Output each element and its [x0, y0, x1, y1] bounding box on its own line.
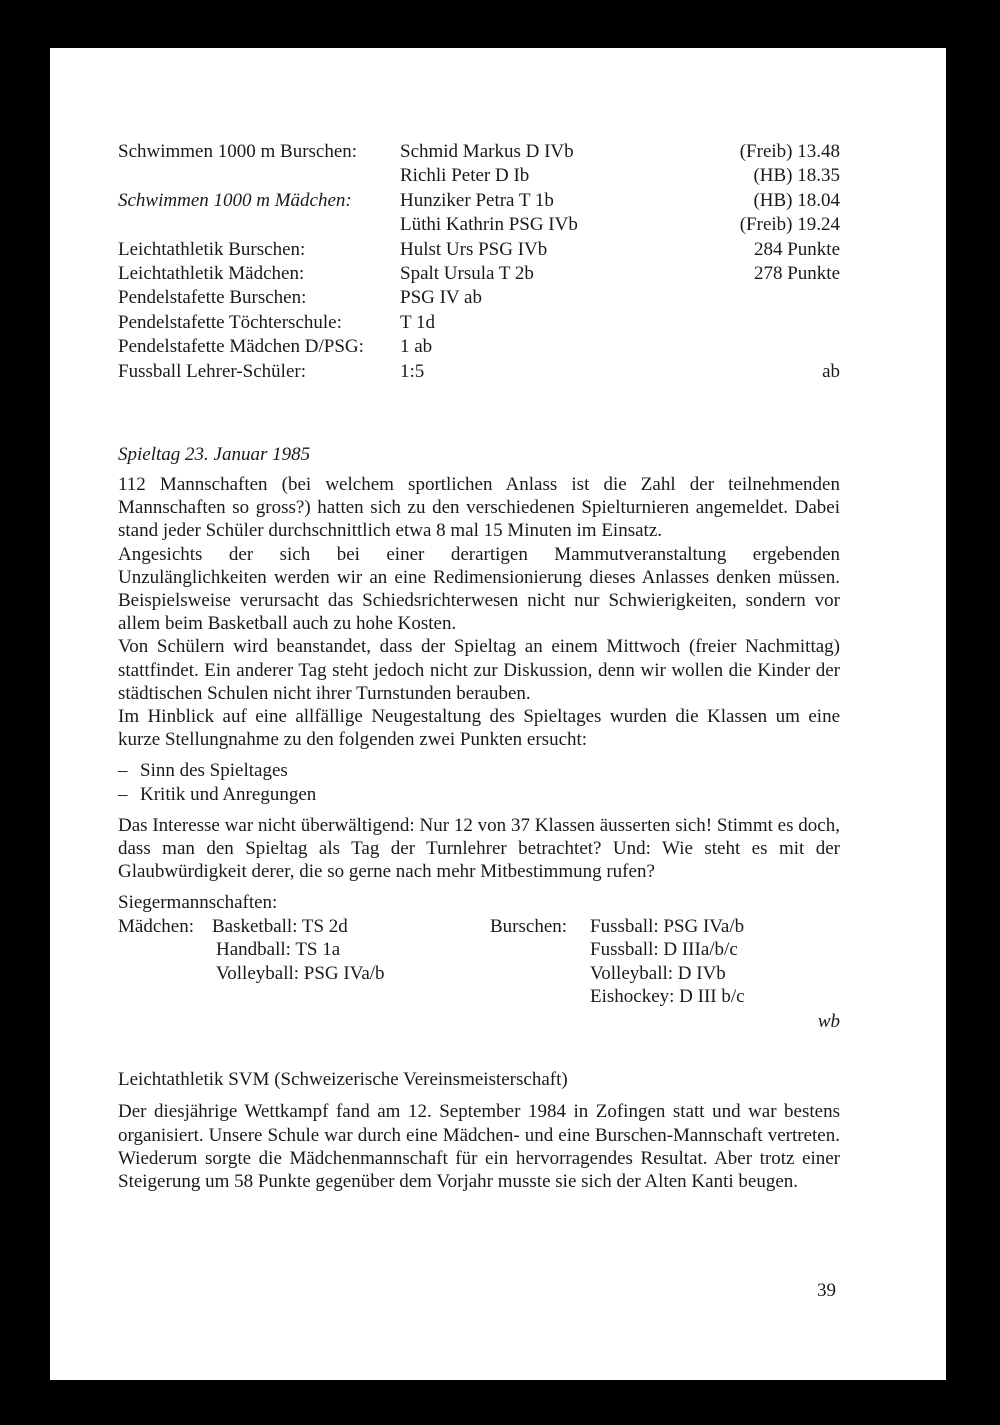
burschen-winner: Fussball: D IIIa/b/c [590, 939, 738, 961]
spieltag-paragraph-5: Das Interesse war nicht überwältigend: Nur 12 von 37 Klassen äusserten sich! Stimmt es doch, dass man den Spieltag als Tag der Turnlehrer betrachtet? Und: Wie steht es mit der Glaubwürdigkeit derer, die so gerne nach mehr Mitbestimmung rufen? [118, 814, 840, 883]
result-value: (HB) 18.35 [753, 165, 840, 187]
maedchen-winner: Handball: TS 1a [216, 939, 341, 961]
event-label: Pendelstafette Burschen: [118, 287, 307, 309]
results-row [118, 189, 840, 213]
event-label: Pendelstafette Mädchen D/PSG: [118, 336, 364, 358]
results-row [118, 213, 840, 237]
result-value: (HB) 18.04 [753, 189, 840, 211]
bullet-list [118, 759, 840, 805]
spieltag-paragraph-4: Im Hinblick auf eine allfällige Neugestaltung des Spieltages wurden die Klassen um eine kurze Stellungnahme zu den folgenden zwei Punkten ersucht: [118, 705, 840, 751]
results-row [118, 238, 840, 262]
winners-title: Siegermannschaften: [118, 892, 278, 914]
winner-name: Schmid Markus D IVb [400, 141, 574, 162]
result-value: 278 Punkte [753, 262, 840, 284]
burschen-winner: Volleyball: D IVb [590, 962, 726, 984]
results-row [118, 140, 840, 164]
winner-name: Hulst Urs PSG IVb [400, 238, 548, 260]
event-label: Leichtathletik Burschen: [118, 238, 306, 260]
spieltag-paragraph-1: 112 Mannschaften (bei welchem sportlichen Anlass ist die Zahl der teilnehmenden Mannschaften so gross?) hatten sich zu den verschiedenen Spielturnieren angemeldet. Dabei stand jeder Schüler durchschnittlich etwa 8 mal 15 Minuten im Einsatz. [118, 473, 840, 542]
document-page [50, 48, 946, 1380]
results-row [118, 262, 840, 286]
results-row [118, 360, 840, 384]
event-label: Schwimmen 1000 m Mädchen: [118, 189, 352, 211]
results-row [118, 286, 840, 310]
maedchen-label: Mädchen: [118, 915, 194, 937]
spieltag-paragraph-2: Angesichts der sich bei einer derartigen Mammutveranstaltung ergebenden Unzulänglichkeiten werden wir an eine Redimensionierung dieses Anlasses denken müssen. Beispielsweise verursacht das Schiedsrichterwesen nicht nur Schwierigkeiten, sondern vor allem beim Basketball auch zu hohe Kosten. [118, 543, 840, 635]
winner-name: PSG IV ab [400, 287, 482, 309]
page-number: 39 [817, 1280, 836, 1301]
winner-name: 1 ab [400, 336, 433, 358]
event-label: Pendelstafette Töchterschule: [118, 311, 342, 333]
page-content [118, 140, 840, 1193]
spieltag-paragraph-3: Von Schülern wird beanstandet, dass der Spieltag an einem Mittwoch (freier Nachmittag) stattfindet. Ein anderer Tag steht jedoch nicht zur Diskussion, denn wir wollen die Kinder der städtischen Schulen nicht ihrer Turnstunden berauben. [118, 636, 840, 704]
maedchen-winner: Basketball: TS 2d [212, 915, 348, 937]
burschen-winner: Eishockey: D III b/c [590, 986, 745, 1008]
event-label: Leichtathletik Mädchen: [118, 262, 305, 284]
result-value: (Freib) 19.24 [739, 214, 840, 236]
event-label: Schwimmen 1000 m Burschen: [118, 141, 358, 162]
spieltag-heading: Spieltag 23. Januar 1985 [118, 443, 311, 465]
winners-block [118, 891, 840, 1011]
event-label: Fussball Lehrer-Schüler: [118, 360, 306, 382]
result-value: 284 Punkte [753, 238, 840, 260]
svm-heading: Leichtathletik SVM (Schweizerische Vereinsmeisterschaft) [118, 1069, 568, 1091]
list-item: – Kritik und Anregungen [118, 783, 840, 806]
results-row [118, 164, 840, 188]
result-value: (Freib) 13.48 [739, 141, 840, 162]
results-row [118, 335, 840, 359]
winner-name: 1:5 [400, 360, 425, 382]
result-value: ab [822, 360, 840, 382]
burschen-label: Burschen: [490, 915, 568, 937]
winner-name: T 1d [400, 311, 436, 333]
winner-name: Hunziker Petra T 1b [400, 189, 554, 211]
results-table [118, 140, 840, 384]
winner-name: Spalt Ursula T 2b [400, 262, 534, 284]
winner-name: Lüthi Kathrin PSG IVb [400, 214, 578, 236]
svm-paragraph: Der diesjährige Wettkampf fand am 12. September 1984 in Zofingen statt und war bestens organisiert. Unsere Schule war durch eine Mädchen- und eine Burschen-Mannschaft vertreten. Wiederum sorgte die Mädchenmannschaft für ein hervorragendes Resultat. Aber trotz einer Steigerung um 58 Punkte gegenüber dem Vorjahr musste sie sich der Alten Kanti beugen. [118, 1101, 840, 1192]
burschen-winner: Fussball: PSG IVa/b [590, 915, 745, 937]
results-row [118, 311, 840, 335]
list-item: – Sinn des Spieltages [118, 759, 840, 782]
maedchen-winner: Volleyball: PSG IVa/b [216, 962, 385, 984]
author-signature: wb [817, 1011, 840, 1033]
winner-name: Richli Peter D Ib [400, 165, 530, 187]
